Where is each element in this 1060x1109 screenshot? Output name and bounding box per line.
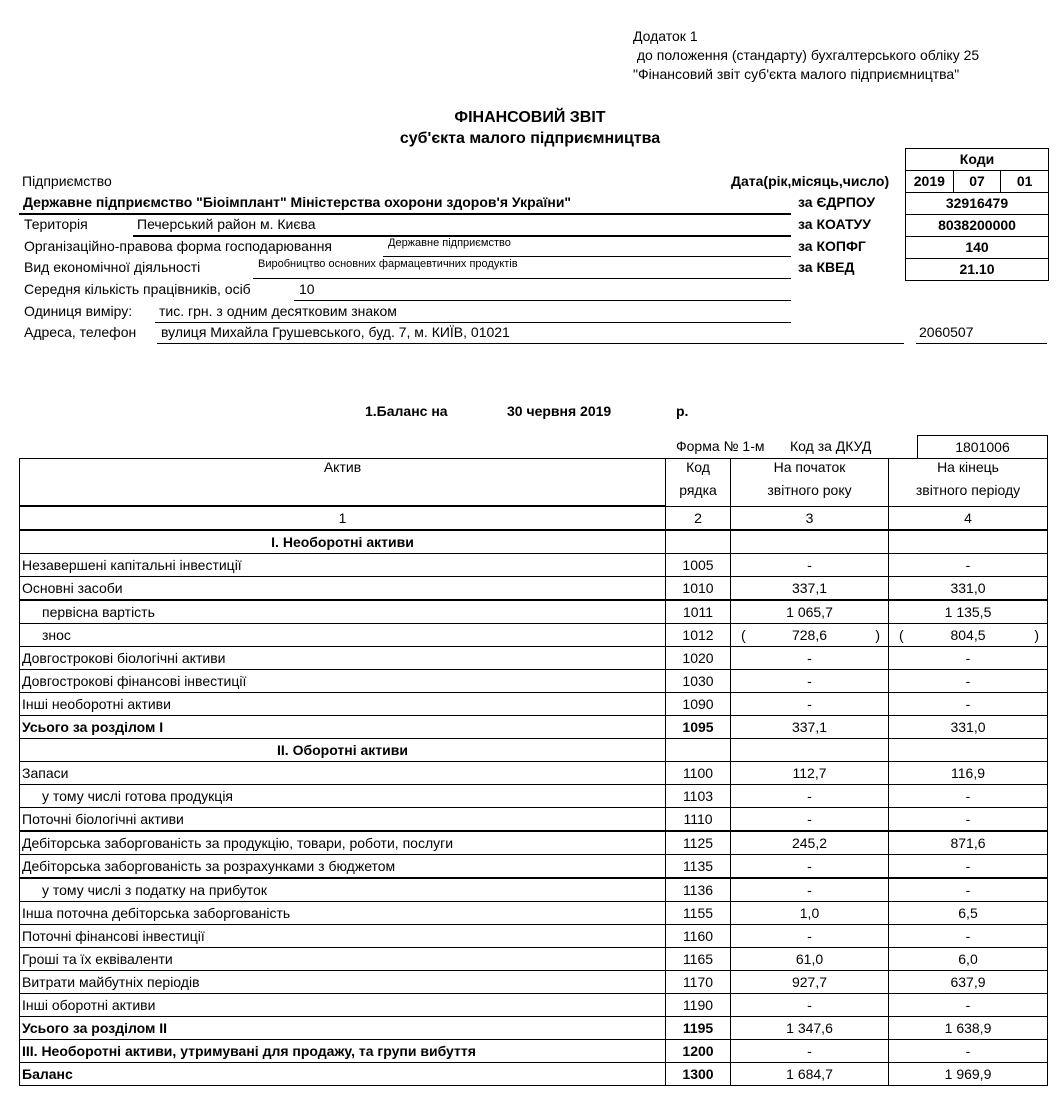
row-end-value: - bbox=[889, 647, 1048, 670]
address-label: Адреса, телефон bbox=[24, 324, 137, 340]
codes-day: 01 bbox=[1000, 171, 1048, 192]
row-code: 1005 bbox=[666, 554, 731, 577]
row-end-value bbox=[889, 530, 1048, 554]
row-end-value: - bbox=[889, 554, 1048, 577]
kved-label: за КВЕД bbox=[798, 259, 855, 275]
legal-form-value: Державне підприємство bbox=[388, 237, 511, 249]
codes-koatuu: 8038200000 bbox=[938, 217, 1016, 233]
codes-box bbox=[905, 148, 1049, 281]
report-title: ФІНАНСОВИЙ ЗВІТ bbox=[454, 109, 606, 126]
row-start-value: 1 347,6 bbox=[731, 1017, 889, 1040]
appendix-line-2: до положення (стандарту) бухгалтерського обліку 25 bbox=[633, 47, 980, 63]
row-start-value: 61,0 bbox=[731, 948, 889, 971]
row-code: 1012 bbox=[666, 624, 731, 647]
table-row bbox=[20, 831, 1048, 855]
row-name: Основні засоби bbox=[20, 577, 666, 601]
table-row bbox=[20, 808, 1048, 832]
balance-date: 30 червня 2019 bbox=[507, 403, 612, 419]
appendix-line-3: "Фінансовий звіт суб'єкта малого підприємництва" bbox=[633, 66, 960, 82]
row-code: 1011 bbox=[666, 600, 731, 624]
row-name: Усього за розділом I bbox=[20, 716, 666, 739]
row-name: Запаси bbox=[20, 762, 666, 785]
row-name: I. Необоротні активи bbox=[20, 530, 666, 554]
table-row bbox=[20, 785, 1048, 808]
col-header-code-2: рядка bbox=[666, 482, 731, 506]
row-name: у тому числі готова продукція bbox=[20, 785, 666, 808]
codes-edrpou: 32916479 bbox=[945, 195, 1009, 211]
row-end-value: 1 638,9 bbox=[889, 1017, 1048, 1040]
address-value: вулиця Михайла Грушевського, буд. 7, м. КИЇВ, 01021 bbox=[161, 324, 510, 340]
codes-date-row bbox=[906, 170, 1048, 192]
row-code: 1170 bbox=[666, 971, 731, 994]
table-row bbox=[20, 855, 1048, 879]
table-row bbox=[20, 600, 1048, 624]
row-start-value: - bbox=[731, 994, 889, 1017]
column-number-row bbox=[20, 506, 1048, 530]
row-start-value: - bbox=[731, 785, 889, 808]
col-header-end: На кінець bbox=[889, 459, 1048, 483]
table-row bbox=[20, 948, 1048, 971]
employees-underline bbox=[294, 300, 791, 301]
row-code: 1160 bbox=[666, 925, 731, 948]
row-name: Дебіторська заборгованість за розрахунками з бюджетом bbox=[20, 855, 666, 879]
open-paren: ( bbox=[741, 627, 746, 643]
codes-edrpou-row bbox=[906, 192, 1048, 214]
table-row bbox=[20, 971, 1048, 994]
col-header-start: На початок bbox=[731, 459, 889, 483]
codes-month: 07 bbox=[953, 171, 1001, 192]
territory-value: Печерський район м. Києва bbox=[137, 216, 316, 232]
row-name: Поточні біологічні активи bbox=[20, 808, 666, 832]
row-name: Інші оборотні активи bbox=[20, 994, 666, 1017]
row-name: у тому числі з податку на прибуток bbox=[20, 878, 666, 902]
table-row bbox=[20, 739, 1048, 762]
table-row bbox=[20, 716, 1048, 739]
row-start-value: - bbox=[731, 878, 889, 902]
row-end-value: 871,6 bbox=[889, 831, 1048, 855]
row-end-value: - bbox=[889, 994, 1048, 1017]
row-start-value: 337,1 bbox=[731, 577, 889, 601]
report-subtitle: суб'єкта малого підприємництва bbox=[399, 130, 661, 147]
row-name: Довгострокові фінансові інвестиції bbox=[20, 670, 666, 693]
row-code: 1135 bbox=[666, 855, 731, 879]
row-end-value: - bbox=[889, 808, 1048, 832]
row-code: 1190 bbox=[666, 994, 731, 1017]
row-code: 1136 bbox=[666, 878, 731, 902]
table-row bbox=[20, 670, 1048, 693]
codes-year: 2019 bbox=[913, 173, 945, 189]
row-start-value: 1,0 bbox=[731, 902, 889, 925]
row-code: 1200 bbox=[666, 1040, 731, 1063]
codes-title-row bbox=[906, 149, 1048, 170]
codes-kved-row bbox=[906, 258, 1048, 280]
phone-underline bbox=[916, 343, 1047, 344]
table-row bbox=[20, 624, 1048, 647]
date-label: Дата(рік,місяць,число) bbox=[731, 173, 890, 189]
row-end-value: 331,0 bbox=[889, 577, 1048, 601]
unit-value: тис. грн. з одним десятковим знаком bbox=[159, 303, 397, 319]
row-name: Дебіторська заборгованість за продукцію, товари, роботи, послуги bbox=[20, 831, 666, 855]
phone-value: 2060507 bbox=[919, 324, 974, 340]
dkud-label: Код за ДКУД bbox=[790, 438, 872, 454]
row-code: 1165 bbox=[666, 948, 731, 971]
balance-table bbox=[19, 458, 1048, 1086]
unit-label: Одиниця виміру: bbox=[24, 303, 133, 319]
balance-suffix: р. bbox=[676, 403, 689, 419]
row-end-value: - bbox=[889, 855, 1048, 879]
row-name: Усього за розділом II bbox=[20, 1017, 666, 1040]
legal-form-underline bbox=[383, 256, 791, 257]
row-name: первісна вартість bbox=[20, 600, 666, 624]
row-start-value: 1 065,7 bbox=[731, 600, 889, 624]
table-row bbox=[20, 530, 1048, 554]
open-paren: ( bbox=[899, 627, 904, 643]
row-start-value bbox=[731, 739, 889, 762]
codes-kopfg-row bbox=[906, 236, 1048, 258]
edrpou-label: за ЄДРПОУ bbox=[798, 194, 876, 210]
row-start-value: 337,1 bbox=[731, 716, 889, 739]
table-row bbox=[20, 1017, 1048, 1040]
row-end-value: 1 135,5 bbox=[889, 600, 1048, 624]
table-row bbox=[20, 693, 1048, 716]
row-code: 1030 bbox=[666, 670, 731, 693]
row-start-value: - bbox=[731, 855, 889, 879]
row-name: II. Оборотні активи bbox=[20, 739, 666, 762]
appendix-line-1: Додаток 1 bbox=[633, 28, 698, 44]
row-end-value: - bbox=[889, 693, 1048, 716]
row-start-value: - bbox=[731, 808, 889, 832]
row-end-value: 6,5 bbox=[889, 902, 1048, 925]
codes-kopfg: 140 bbox=[965, 239, 989, 255]
balance-heading: 1.Баланс на bbox=[365, 403, 448, 419]
row-end-value: - bbox=[889, 1040, 1048, 1063]
table-row bbox=[20, 925, 1048, 948]
row-code: 1095 bbox=[666, 716, 731, 739]
address-underline bbox=[157, 343, 904, 344]
row-name: III. Необоротні активи, утримувані для продажу, та групи вибуття bbox=[20, 1040, 666, 1063]
close-paren: ) bbox=[875, 627, 880, 643]
row-name: Інша поточна дебіторська заборгованість bbox=[20, 902, 666, 925]
row-end-value: 116,9 bbox=[889, 762, 1048, 785]
table-row bbox=[20, 577, 1048, 601]
appendix-note bbox=[633, 27, 979, 84]
activity-value: Виробництво основних фармацевтичних продуктів bbox=[258, 258, 518, 270]
dkud-value: 1801006 bbox=[917, 435, 1048, 458]
row-start-value: 927,7 bbox=[731, 971, 889, 994]
table-row bbox=[20, 1040, 1048, 1063]
value-text: 728,6 bbox=[791, 627, 828, 643]
codes-koatuu-row bbox=[906, 214, 1048, 236]
activity-label: Вид економічної діяльності bbox=[24, 259, 201, 275]
table-header-row bbox=[20, 459, 1048, 483]
table-row bbox=[20, 554, 1048, 577]
col-number-3: 3 bbox=[731, 506, 889, 530]
row-end-value bbox=[889, 739, 1048, 762]
row-start-value: - bbox=[731, 647, 889, 670]
table-row bbox=[20, 902, 1048, 925]
activity-underline bbox=[253, 278, 791, 279]
enterprise-label: Підприємство bbox=[22, 173, 112, 189]
table-row bbox=[20, 647, 1048, 670]
row-code: 1300 bbox=[666, 1063, 731, 1086]
row-start-value bbox=[731, 624, 889, 647]
row-end-value: - bbox=[889, 925, 1048, 948]
table-row bbox=[20, 1063, 1048, 1086]
row-code: 1100 bbox=[666, 762, 731, 785]
row-name: Незавершені капітальні інвестиції bbox=[20, 554, 666, 577]
close-paren: ) bbox=[1034, 627, 1039, 643]
codes-kved: 21.10 bbox=[959, 261, 995, 277]
col-number-1: 1 bbox=[20, 506, 666, 530]
col-number-4: 4 bbox=[889, 506, 1048, 530]
row-start-value: - bbox=[731, 1040, 889, 1063]
legal-form-label: Організаційно-правова форма господарювання bbox=[24, 238, 332, 254]
table-row bbox=[20, 994, 1048, 1017]
row-end-value: - bbox=[889, 670, 1048, 693]
row-end-value: - bbox=[889, 878, 1048, 902]
koatuu-label: за КОАТУУ bbox=[798, 216, 871, 232]
row-code bbox=[666, 739, 731, 762]
row-start-value: - bbox=[731, 693, 889, 716]
row-end-value bbox=[889, 624, 1048, 647]
employees-value: 10 bbox=[299, 281, 315, 297]
balance-body bbox=[20, 530, 1048, 1086]
row-code: 1125 bbox=[666, 831, 731, 855]
employees-label: Середня кількість працівників, осіб bbox=[24, 281, 251, 297]
kopfg-label: за КОПФГ bbox=[798, 238, 866, 254]
row-code bbox=[666, 530, 731, 554]
territory-label: Територія bbox=[24, 216, 88, 232]
enterprise-name: Державне підприємство "Біоімплант" Міністерства охорони здоров'я України" bbox=[23, 194, 572, 210]
row-end-value: 637,9 bbox=[889, 971, 1048, 994]
codes-title: Коди bbox=[959, 151, 995, 167]
col-header-start-2: звітного року bbox=[731, 482, 889, 506]
col-header-end-2: звітного періоду bbox=[889, 482, 1048, 506]
row-start-value bbox=[731, 530, 889, 554]
row-end-value: 1 969,9 bbox=[889, 1063, 1048, 1086]
row-start-value: 245,2 bbox=[731, 831, 889, 855]
row-end-value: - bbox=[889, 785, 1048, 808]
enterprise-underline bbox=[19, 213, 791, 215]
row-code: 1090 bbox=[666, 693, 731, 716]
row-name: Гроші та їх еквіваленти bbox=[20, 948, 666, 971]
row-end-value: 331,0 bbox=[889, 716, 1048, 739]
row-start-value: - bbox=[731, 554, 889, 577]
row-name: Довгострокові біологічні активи bbox=[20, 647, 666, 670]
row-start-value: - bbox=[731, 925, 889, 948]
row-code: 1010 bbox=[666, 577, 731, 601]
row-code: 1195 bbox=[666, 1017, 731, 1040]
col-number-2: 2 bbox=[666, 506, 731, 530]
row-start-value: 1 684,7 bbox=[731, 1063, 889, 1086]
row-code: 1103 bbox=[666, 785, 731, 808]
row-name: знос bbox=[20, 624, 666, 647]
table-row bbox=[20, 878, 1048, 902]
col-header-code: Код bbox=[666, 459, 731, 483]
form-label: Форма № 1-м bbox=[676, 438, 765, 454]
row-name: Витрати майбутніх періодів bbox=[20, 971, 666, 994]
row-code: 1155 bbox=[666, 902, 731, 925]
row-start-value: 112,7 bbox=[731, 762, 889, 785]
value-text: 804,5 bbox=[950, 627, 986, 643]
row-code: 1020 bbox=[666, 647, 731, 670]
row-end-value: 6,0 bbox=[889, 948, 1048, 971]
unit-underline bbox=[155, 322, 791, 323]
row-name: Баланс bbox=[20, 1063, 666, 1086]
row-start-value: - bbox=[731, 670, 889, 693]
col-header-asset: Актив bbox=[20, 459, 666, 507]
row-code: 1110 bbox=[666, 808, 731, 832]
row-name: Інші необоротні активи bbox=[20, 693, 666, 716]
row-name: Поточні фінансові інвестиції bbox=[20, 925, 666, 948]
table-row bbox=[20, 762, 1048, 785]
